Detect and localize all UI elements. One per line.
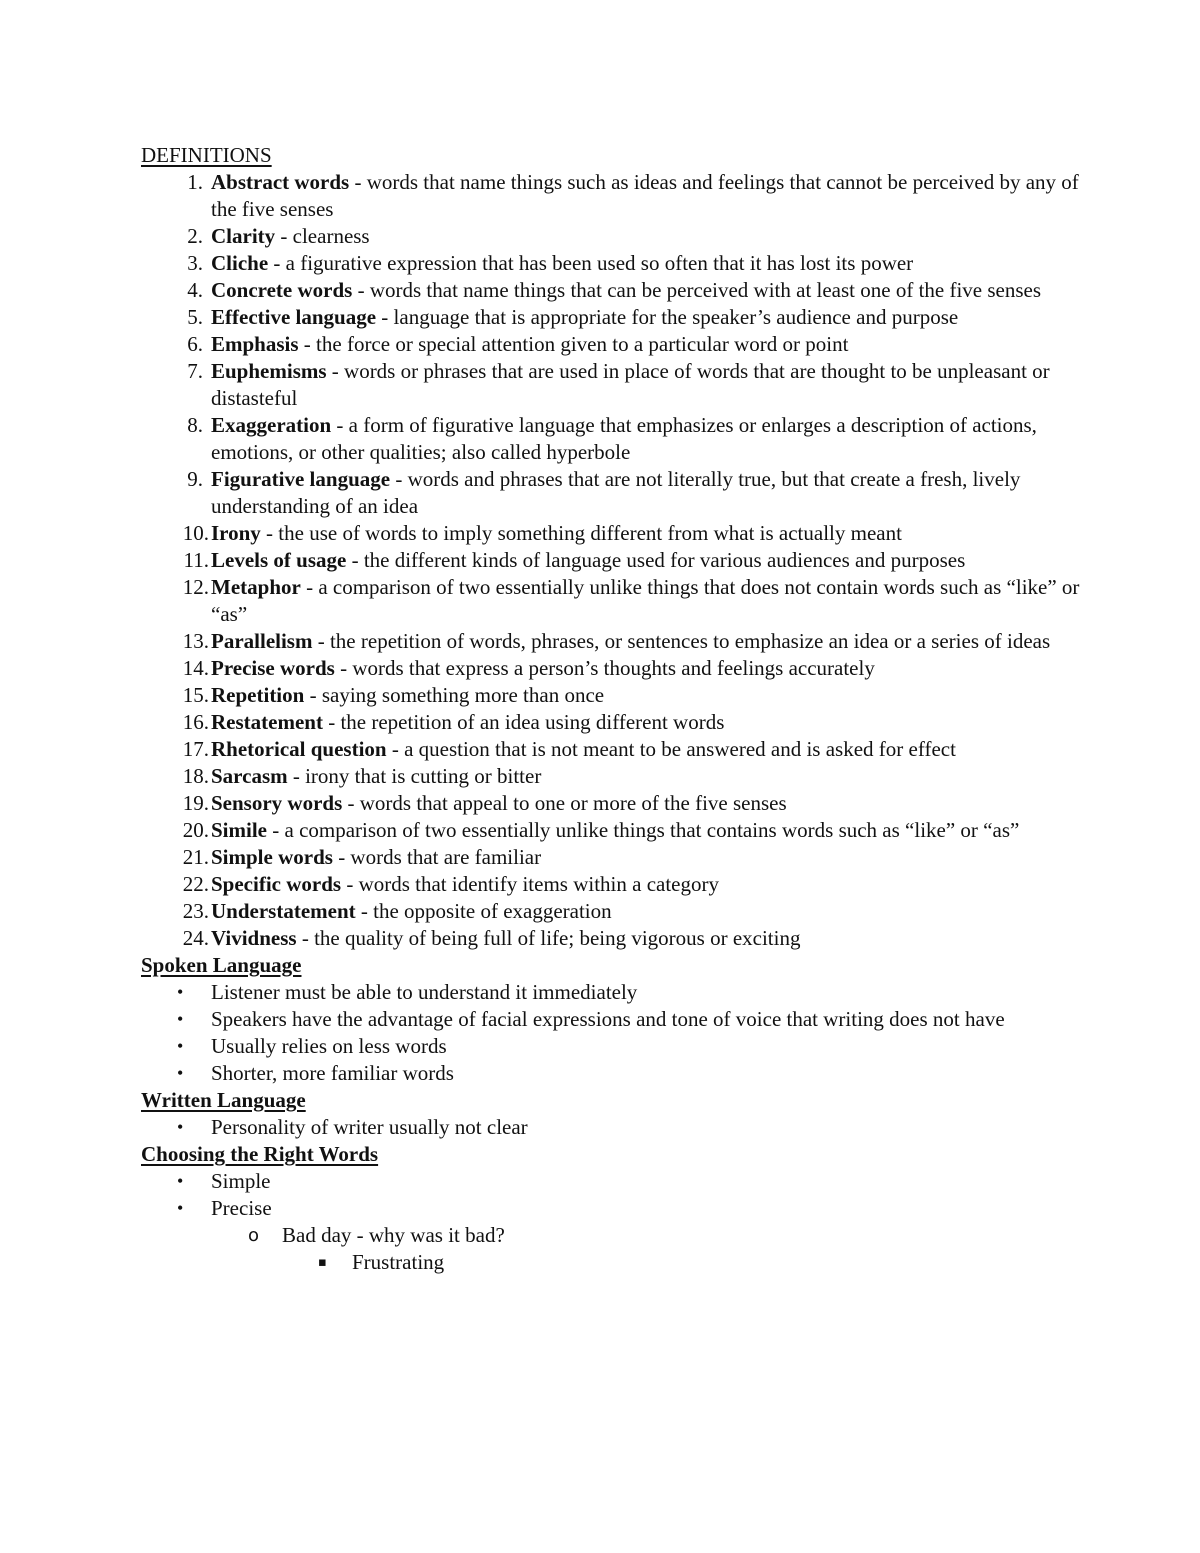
- definition-item: [141, 223, 1081, 250]
- definition-text: - the quality of being full of life; being vigorous or exciting: [296, 926, 801, 950]
- item-number: 23.: [182, 899, 209, 923]
- definition-item: [141, 250, 1081, 277]
- item-number: 16.: [182, 710, 209, 734]
- list-item: • Personality of writer usually not clear: [177, 1115, 528, 1139]
- definition-term: Irony: [211, 521, 261, 545]
- definition-item: [141, 682, 1081, 709]
- definition-item: [141, 412, 1081, 466]
- definition-item: [141, 709, 1081, 736]
- definition-term: Concrete words: [211, 278, 353, 302]
- definition-item: [141, 277, 1081, 304]
- definition-item: [141, 871, 1081, 898]
- definition-term: Exaggeration: [211, 413, 332, 437]
- definition-term: Figurative language: [211, 467, 391, 491]
- item-number: 2.: [187, 224, 203, 248]
- definition-text: - language that is appropriate for the speaker’s audience and purpose: [376, 305, 959, 329]
- definition-item: [141, 790, 1081, 817]
- item-number: 8.: [187, 413, 203, 437]
- definition-text: - a question that is not meant to be answered and is asked for effect: [386, 737, 956, 761]
- item-number: 14.: [182, 656, 209, 680]
- item-number: 5.: [187, 305, 203, 329]
- definition-term: Euphemisms: [211, 359, 327, 383]
- bullet-icon: •: [177, 1009, 184, 1029]
- definition-text: - the opposite of exaggeration: [355, 899, 612, 923]
- item-number: 17.: [182, 737, 209, 761]
- definition-item: [141, 466, 1081, 520]
- definition-text: - a comparison of two essentially unlike things that contains words such as “like” or “as”: [267, 818, 1020, 842]
- definition-text: - words that identify items within a category: [341, 872, 719, 896]
- written-language-list: [141, 1114, 1081, 1141]
- list-item: • Simple: [177, 1169, 271, 1193]
- list-item: • Precise: [177, 1196, 272, 1220]
- sub-sub-list-item: ▪ Frustrating: [318, 1250, 445, 1274]
- definition-term: Cliche: [211, 251, 269, 275]
- definition-text: - a form of figurative language that emphasizes or enlarges a description of actions, emotions, or other qualities; also called hyperbole: [211, 413, 1037, 464]
- definition-term: Levels of usage: [211, 548, 347, 572]
- definition-term: Metaphor: [211, 575, 301, 599]
- item-number: 1.: [187, 170, 203, 194]
- sub-list-item: o Bad day - why was it bad?: [248, 1223, 505, 1247]
- square-bullet-icon: ▪: [318, 1255, 327, 1270]
- definition-item: [141, 817, 1081, 844]
- definition-text: - words or phrases that are used in place of words that are thought to be unpleasant or distasteful: [211, 359, 1050, 410]
- definition-text: - saying something more than once: [304, 683, 605, 707]
- definition-term: Clarity: [211, 224, 276, 248]
- definition-term: Precise words: [211, 656, 335, 680]
- item-number: 4.: [187, 278, 203, 302]
- choosing-words-heading: Choosing the Right Words: [141, 1142, 379, 1166]
- bullet-icon: •: [177, 1171, 184, 1191]
- definition-item: [141, 736, 1081, 763]
- item-number: 21.: [182, 845, 209, 869]
- definition-text: - words and phrases that are not literally true, but that create a fresh, lively understanding of an idea: [211, 467, 1021, 518]
- item-number: 19.: [182, 791, 209, 815]
- definition-term: Simile: [211, 818, 267, 842]
- definition-text: - words that express a person’s thoughts and feelings accurately: [334, 656, 875, 680]
- bullet-icon: •: [177, 1117, 184, 1137]
- definition-term: Rhetorical question: [211, 737, 387, 761]
- item-number: 7.: [187, 359, 203, 383]
- definition-item: [141, 169, 1081, 223]
- definition-item: [141, 358, 1081, 412]
- item-number: 24.: [182, 926, 209, 950]
- definition-item: [141, 574, 1081, 628]
- definition-item: [141, 331, 1081, 358]
- definition-item: [141, 628, 1081, 655]
- definition-item: [141, 520, 1081, 547]
- definition-text: - a figurative expression that has been used so often that it has lost its power: [268, 251, 914, 275]
- item-number: 11.: [183, 548, 209, 572]
- definition-term: Abstract words: [211, 170, 350, 194]
- document-body: [141, 142, 1081, 1276]
- list-item: • Shorter, more familiar words: [177, 1061, 454, 1085]
- choosing-words-list: [141, 1168, 1081, 1276]
- definition-term: Sensory words: [211, 791, 343, 815]
- item-number: 20.: [182, 818, 209, 842]
- item-number: 10.: [182, 521, 209, 545]
- definition-text: - the repetition of an idea using different words: [322, 710, 725, 734]
- definition-term: Vividness: [211, 926, 297, 950]
- definition-item: [141, 844, 1081, 871]
- definition-term: Effective language: [211, 305, 377, 329]
- item-number: 22.: [182, 872, 209, 896]
- definition-text: - clearness: [275, 224, 370, 248]
- definition-text: - a comparison of two essentially unlike things that does not contain words such as “like” or “as”: [211, 575, 1080, 626]
- bullet-icon: •: [177, 1063, 184, 1083]
- definition-text: - words that appeal to one or more of the five senses: [342, 791, 787, 815]
- item-number: 13.: [182, 629, 209, 653]
- definition-item: [141, 898, 1081, 925]
- definition-item: [141, 925, 1081, 952]
- item-number: 15.: [182, 683, 209, 707]
- list-item: • Usually relies on less words: [177, 1034, 447, 1058]
- bullet-icon: •: [177, 1198, 184, 1218]
- definition-item: [141, 763, 1081, 790]
- written-language-heading: Written Language: [141, 1088, 306, 1112]
- spoken-language-list: [141, 979, 1081, 1087]
- definition-term: Parallelism: [211, 629, 313, 653]
- definition-text: - irony that is cutting or bitter: [287, 764, 542, 788]
- definition-item: [141, 547, 1081, 574]
- definition-item: [141, 655, 1081, 682]
- definition-term: Sarcasm: [211, 764, 288, 788]
- item-number: 12.: [182, 575, 209, 599]
- list-item: • Speakers have the advantage of facial expressions and tone of voice that writing does not have: [177, 1007, 1005, 1031]
- definition-term: Simple words: [211, 845, 333, 869]
- item-number: 3.: [187, 251, 203, 275]
- definition-term: Specific words: [211, 872, 342, 896]
- definition-term: Restatement: [211, 710, 323, 734]
- item-number: 9.: [187, 467, 203, 491]
- bullet-icon: •: [177, 1036, 184, 1056]
- definition-text: - the force or special attention given to a particular word or point: [298, 332, 849, 356]
- item-number: 18.: [182, 764, 209, 788]
- list-item: • Listener must be able to understand it immediately: [177, 980, 638, 1004]
- definition-term: Repetition: [211, 683, 305, 707]
- definitions-heading: DEFINITIONS: [141, 143, 272, 167]
- definition-text: - words that name things such as ideas and feelings that cannot be perceived by any of the five senses: [211, 170, 1079, 221]
- definition-text: - words that name things that can be perceived with at least one of the five senses: [352, 278, 1042, 302]
- definition-text: - the different kinds of language used for various audiences and purposes: [346, 548, 966, 572]
- spoken-language-heading: Spoken Language: [141, 953, 302, 977]
- hollow-bullet-icon: o: [248, 1225, 260, 1246]
- definition-item: [141, 304, 1081, 331]
- definition-text: - words that are familiar: [332, 845, 542, 869]
- definition-text: - the repetition of words, phrases, or sentences to emphasize an idea or a series of ideas: [312, 629, 1051, 653]
- bullet-icon: •: [177, 982, 184, 1002]
- definitions-list: [141, 169, 1081, 952]
- definition-term: Emphasis: [211, 332, 299, 356]
- definition-text: - the use of words to imply something different from what is actually meant: [260, 521, 902, 545]
- item-number: 6.: [187, 332, 203, 356]
- definition-term: Understatement: [211, 899, 356, 923]
